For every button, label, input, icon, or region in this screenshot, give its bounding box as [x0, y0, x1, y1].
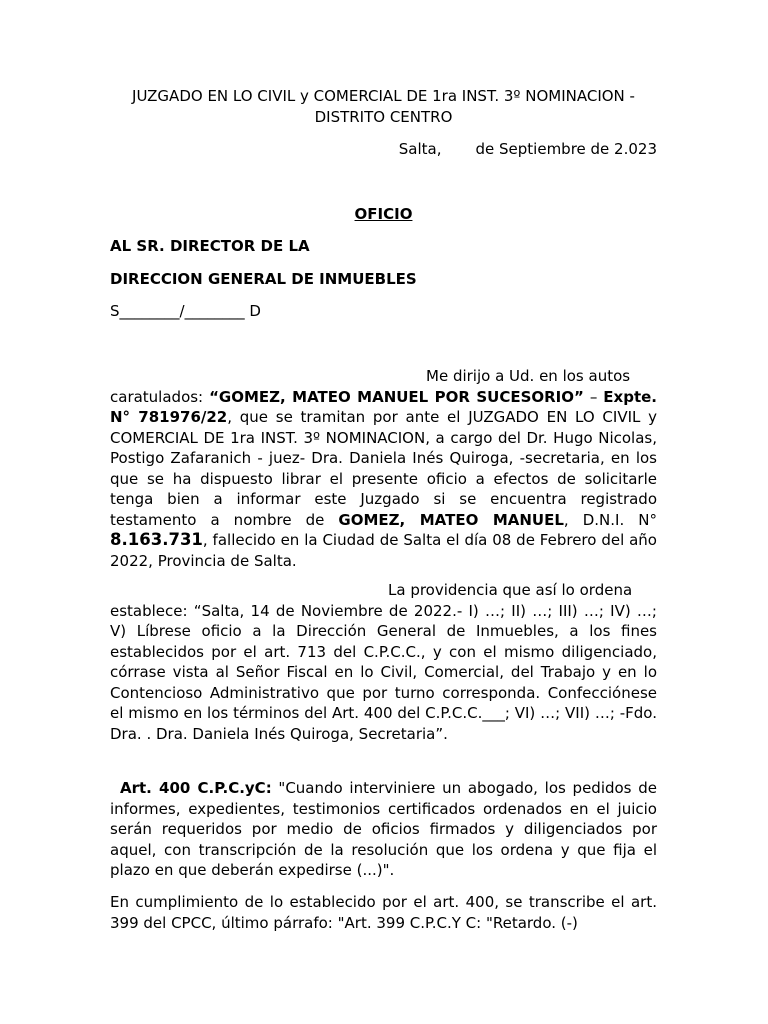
art400-text: "Cuando interviniere un abogado, los pedidos de informes, expedientes, testimonios certificados ordenados en el juicio serán requeridos por medio de oficios firmados y diligenciados por aquel, con transcripción de la resolución que los ordena y que fija el plazo en que deberán expedirse (...)". [110, 779, 657, 879]
paragraph-providencia [110, 580, 657, 744]
paragraph-request [110, 366, 657, 571]
document-title: OFICIO [354, 205, 413, 223]
request-text2: , fallecido en la Ciudad de Salta el día 08 de Febrero del año 2022, Provincia de Salta. [110, 531, 657, 570]
salutation-sd: S________/________ D [110, 302, 261, 320]
caratulados-label: caratulados: [110, 387, 210, 406]
art400-label: Art. 400 C.P.C.yC: [120, 779, 272, 797]
dash: – [583, 387, 604, 406]
case-title: “GOMEZ, MATEO MANUEL POR SUCESORIO” [209, 387, 584, 406]
addressee-line2: DIRECCION GENERAL DE INMUEBLES [110, 270, 417, 288]
dni-number: 8.163.731 [110, 530, 203, 549]
court-heading-line1: JUZGADO EN LO CIVIL y COMERCIAL DE 1ra INST. 3º NOMINACION - [132, 87, 635, 105]
date: de Septiembre de 2.023 [475, 140, 657, 158]
place: Salta, [398, 140, 442, 158]
paragraph-art400 [110, 778, 657, 881]
paragraph-request-opening: Me dirijo a Ud. en los autos [426, 367, 631, 385]
providencia-text: establece: “Salta, 14 de Noviembre de 2022.- I) …; II) …; III) …; IV) …; V) Líbrese oficio a la Dirección General de Inmuebles, a los fines establecidos por el art. 713 del C.P.C.C., y con el mismo diligenciado, córrase vista al Señor Fiscal en lo Civil, Comercial, del Trabajo y en lo Contencioso Administrativo que por turno corresponda. Confecciónese el mismo en los términos del Art. 400 del C.P.C.C.___; VI) …; VII) …; -Fdo. Dra. . Dra. Daniela Inés Quiroga, Secretaria”. [110, 601, 657, 743]
place-date [110, 139, 657, 160]
addressee-line1: AL SR. DIRECTOR DE LA [110, 237, 310, 255]
paragraph-art399: En cumplimiento de lo establecido por el art. 400, se transcribe el art. 399 del CPCC, último párrafo: "Art. 399 C.P.C.Y C: "Retardo. (-) [110, 893, 657, 932]
deceased-name: GOMEZ, MATEO MANUEL [338, 510, 564, 529]
paragraph-providencia-opening: La providencia que así lo ordena [388, 581, 633, 599]
court-heading [110, 86, 657, 127]
case-number: Expte. N° 781976/22 [110, 387, 657, 426]
request-text1: , que se tramitan por ante el JUZGADO EN LO CIVIL y COMERCIAL DE 1ra INST. 3º NOMINACION, a cargo del Dr. Hugo Nicolas, Postigo Zafaranich - juez- Dra. Daniela Inés Quiroga, -secretaria, en los que se ha dispuesto librar el presente oficio a efectos de solicitarle tenga bien a informar este Juzgado si se encuentra registrado testamento a nombre de [110, 408, 657, 529]
court-heading-line2: DISTRITO CENTRO [314, 107, 453, 126]
dni-label: , D.N.I. N° [563, 510, 658, 529]
